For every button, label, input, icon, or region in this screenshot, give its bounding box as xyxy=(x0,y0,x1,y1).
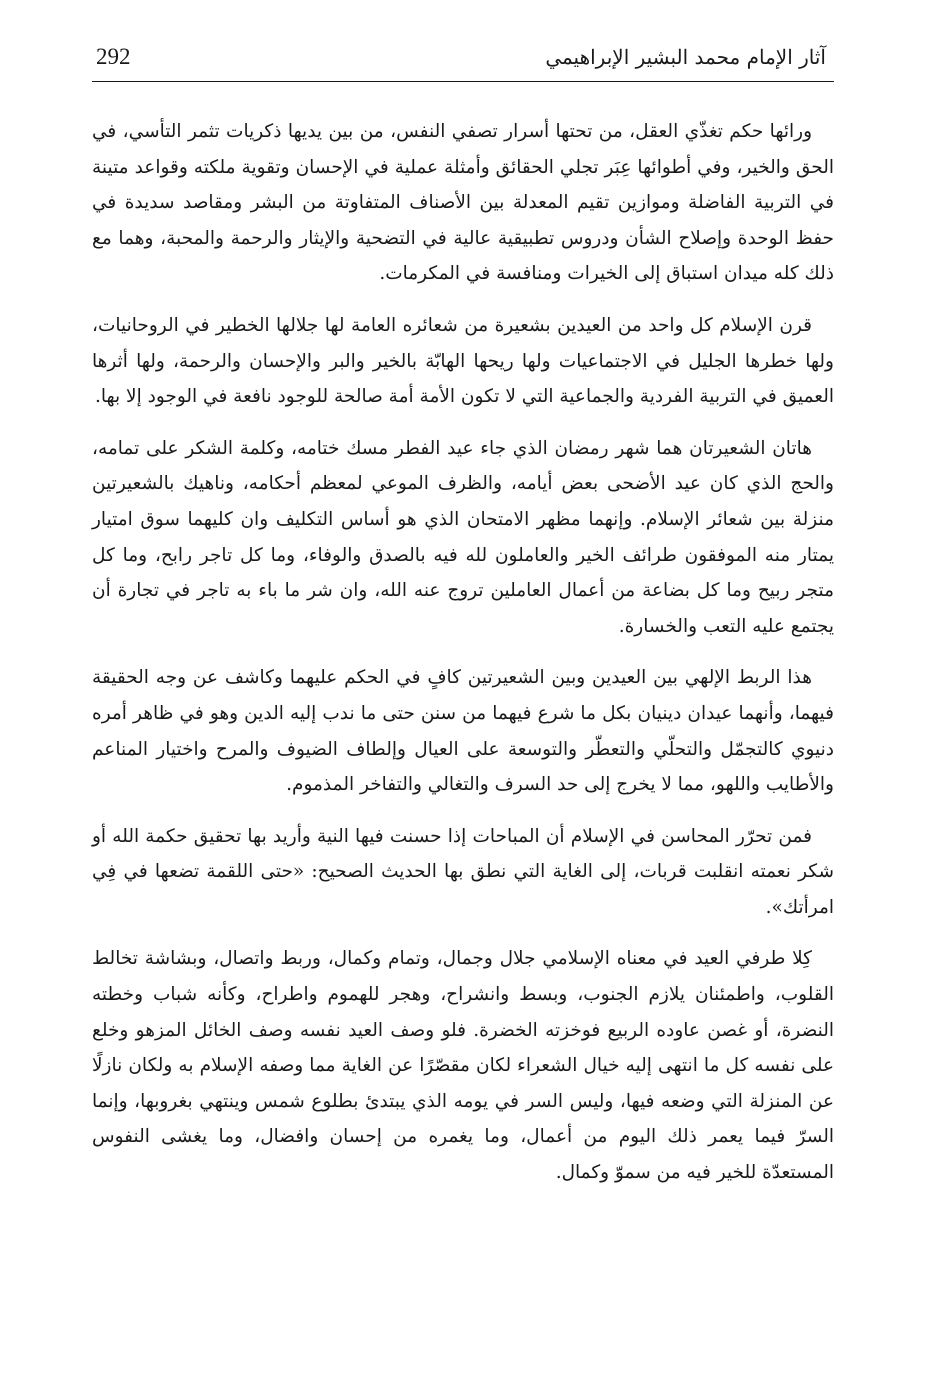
paragraph-6: كِلا طرفي العيد في معناه الإسلامي جلال وجمال، وتمام وكمال، وربط واتصال، وبشاشة تخالط القلوب، واطمئنان يلازم الجنوب، وبسط وانشراح، وهجر للهموم واطراح، وكأنه شباب وخطته النضرة، أو غصن عاوده الربيع فوخزته الخضرة. فلو وصف العيد نفسه وصف الخائل المزهو وخلع على نفسه كل ما انتهى إليه خيال الشعراء لكان مقصّرًا عن الغاية مما وصفه الإسلام به ولكان نازلًا عن المنزلة التي وضعه فيها، وليس السر في يومه الذي يبتدئ بطلوع شمس وينتهي بغروبها، وإنما السرّ فيما يعمر ذلك اليوم من أعمال، وما يغمره من إحسان وافضال، وما يغشى النفوس المستعدّة للخير فيه من سموّ وكمال. xyxy=(92,948,834,1184)
running-title: آثار الإمام محمد البشير الإبراهيمي xyxy=(545,45,826,69)
page-header xyxy=(92,36,834,82)
paragraph-5: فمن تحرّر المحاسن في الإسلام أن المباحات إذا حسنت فيها النية وأريد بها تحقيق حكمة الله أو شكر نعمته انقلبت قربات، إلى الغاية التي نطق بها الحديث الصحيح: «حتى اللقمة تضعها في فِي امرأتك». xyxy=(92,825,834,918)
paragraph-2: قرن الإسلام كل واحد من العيدين بشعيرة من شعائره العامة لها جلالها الخطير في الروحانيات، ولها خطرها الجليل في الاجتماعيات ولها ريحها الهابّة بالخير والبر والإحسان والرحمة، ولها أثرها العميق في التربية الفردية والجماعية التي لا تكون الأمة أمة صالحة للوجود نافعة في الوجود إلا بها. xyxy=(92,314,834,408)
header-rule xyxy=(92,81,834,82)
page-number: 292 xyxy=(96,44,131,69)
body-text xyxy=(92,114,834,1207)
paragraph-4: هذا الربط الإلهي بين العيدين وبين الشعيرتين كافٍ في الحكم عليهما وكاشف عن وجه الحقيقة فيهما، وأنهما عيدان دينيان بكل ما شرع فيهما من سنن حتى ما ندب إليه الدين وهو في ظاهر أمره دنيوي كالتجمّل والتحلّي والتعطّر والتوسعة على العيال وإلطاف الضيوف والمرح واختيار المناعم والأطايب واللهو، مما لا يخرج إلى حد السرف والتغالي والتفاخر المذموم. xyxy=(92,667,834,796)
paragraph-1: ورائها حكم تغذّي العقل، من تحتها أسرار تصفي النفس، من بين يديها ذكريات تثمر التأسي، في الحق والخير، وفي أطوائها عِبَر تجلي الحقائق وأمثلة عملية في الإحسان وتقوية ملكته وقواعد متينة في التربية الفاضلة وموازين تقيم المعدلة بين الأصناف المتفاوتة من البشر ومقاصد سديدة في حفظ الوحدة وإصلاح الشأن ودروس تطبيقية عالية في التضحية والإيثار والرحمة والمحبة، وهما مع ذلك كله ميدان استباق إلى الخيرات ومنافسة في المكرمات. xyxy=(92,121,834,285)
paragraph-3: هاتان الشعيرتان هما شهر رمضان الذي جاء عيد الفطر مسك ختامه، وكلمة الشكر على تمامه، والحج الذي كان عيد الأضحى بعض أيامه، والظرف الموعي لمعظم أحكامه، وناهيك بالشعيرتين منزلة بين شعائر الإسلام. وإنهما مظهر الامتحان الذي هو أساس التكليف وان كليهما سوق امتيار يمتار منه الموفقون طرائف الخير والعاملون لله فيه بالصدق والوفاء، وما كل تاجر رابح، وما كل متجر ربيح وما كل بضاعة من أعمال العاملين تروج عنه الله، وان شر ما باء به تاجر في تجارة أن يجتمع عليه التعب والخسارة. xyxy=(92,437,834,637)
